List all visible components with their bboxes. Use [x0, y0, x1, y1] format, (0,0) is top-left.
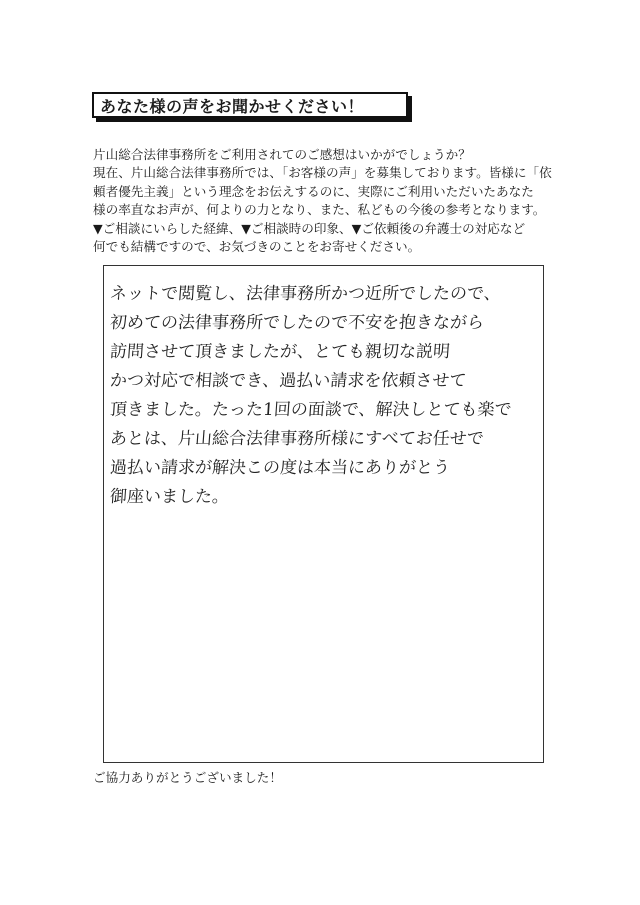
handwritten-line: 頂きました。たった1回の面談で、解決しとても楽で	[109, 400, 513, 420]
handwritten-comment	[110, 280, 540, 512]
handwritten-line: 初めての法律事務所でしたので不安を抱きながら	[109, 313, 485, 333]
intro-line: 頼者優先主義」という理念をお伝えするのに、実際にご利用いただいたあなた	[93, 183, 534, 199]
handwritten-line: 訪問させて頂きましたが、とても親切な説明	[109, 342, 451, 362]
intro-line: 現在、片山総合法律事務所では、「お客様の声」を募集しております。皆様に「依	[93, 165, 552, 181]
intro-text	[93, 146, 563, 256]
intro-line: ▼ご相談にいらした経緯、▼ご相談時の印象、▼ご依頼後の弁護士の対応など	[93, 220, 526, 236]
handwritten-line: 御座いました。	[109, 487, 230, 507]
intro-line: 様の率直なお声が、何よりの力となり、また、私どもの今後の参考となります。	[93, 202, 546, 218]
handwritten-line: 過払い請求が解決この度は本当にありがとう	[109, 458, 451, 478]
handwritten-line: ネットで閲覧し、法律事務所かつ近所でしたので、	[109, 284, 502, 304]
closing-message: ご協力ありがとうございました！	[93, 770, 282, 785]
handwritten-line: あとは、片山総合法律事務所様にすべてお任せで	[109, 429, 485, 449]
handwritten-line: かつ対応で相談でき、過払い請求を依頼させて	[109, 371, 468, 391]
page-title: あなた様の声をお聞かせください！	[92, 92, 408, 118]
intro-line: 何でも結構ですので、お気づきのことをお寄せください。	[93, 238, 421, 254]
intro-line: 片山総合法律事務所をご利用されてのご感想はいかがでしょうか？	[93, 147, 471, 162]
